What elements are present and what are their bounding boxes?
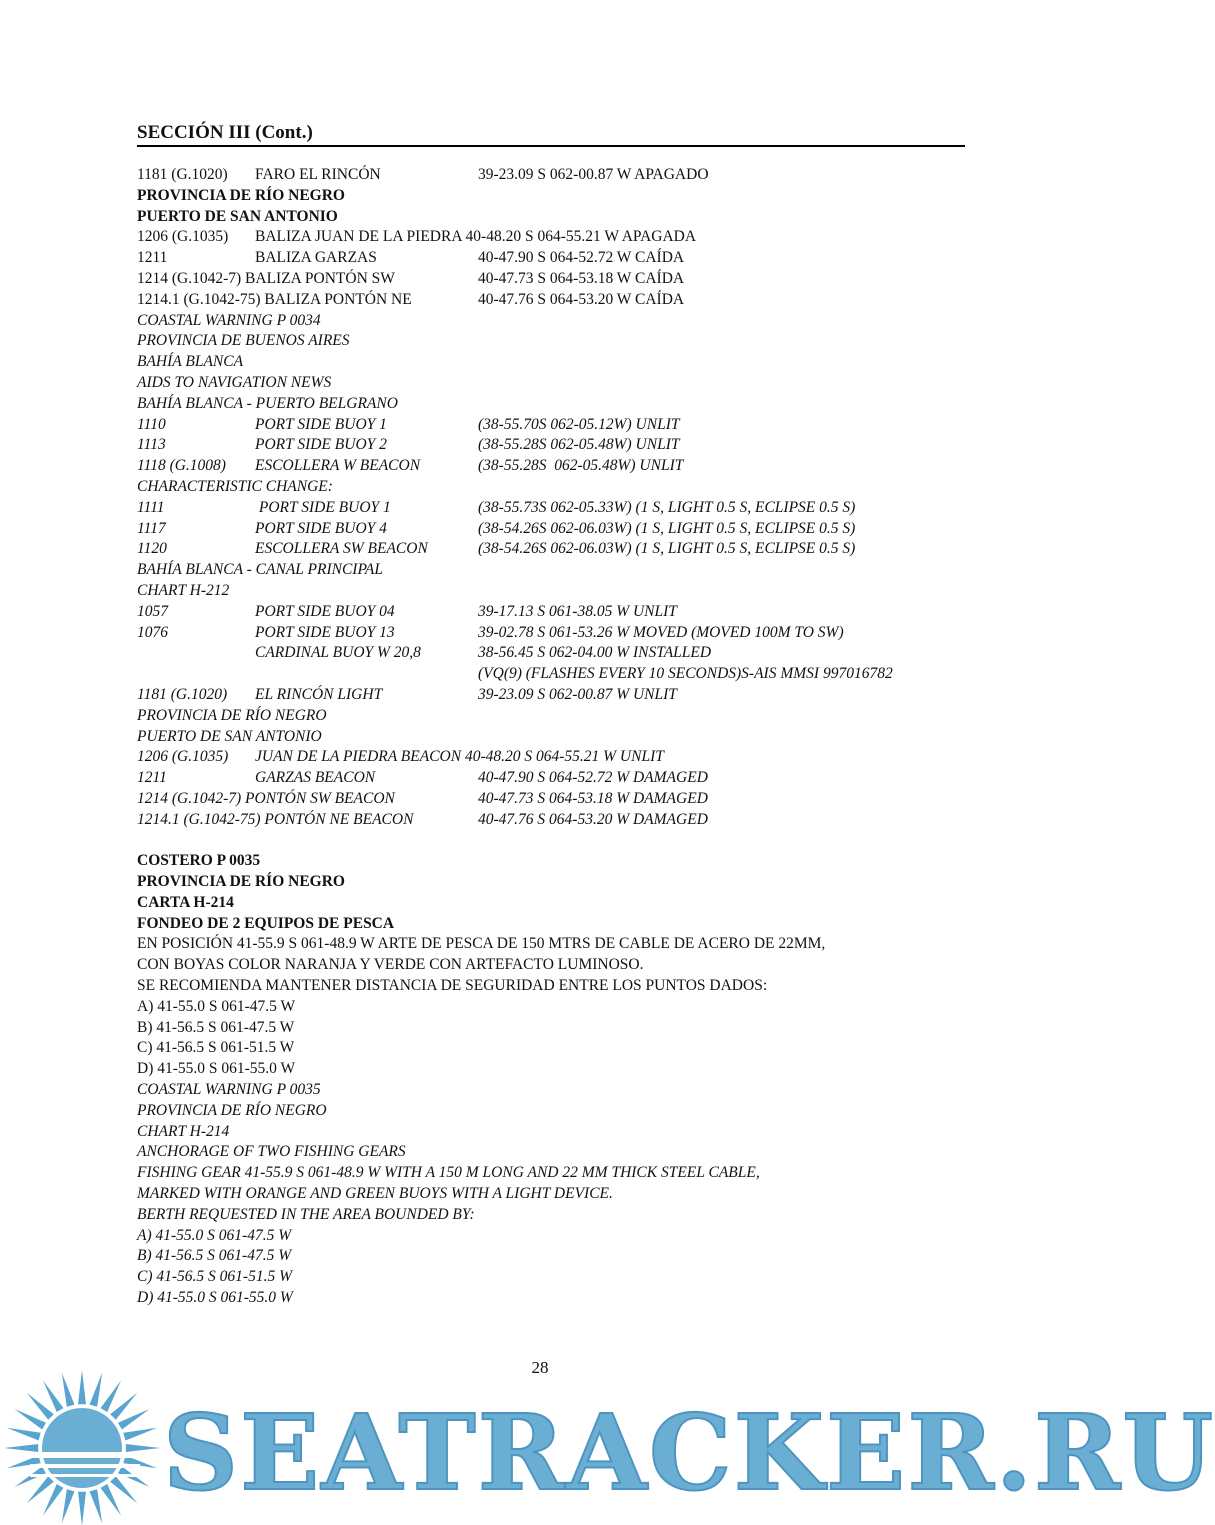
text-line xyxy=(137,1163,937,1184)
line-id: 1214.1 (G.1042-75) PONTÓN NE BEACON xyxy=(137,810,414,828)
line-position: 39-23.09 S 062-00.87 W UNLIT xyxy=(478,685,677,703)
line-position: (38-54.26S 062-06.03W) (1 S, LIGHT 0.5 S, ECLIPSE 0.5 S) xyxy=(478,540,856,558)
text-line xyxy=(137,1101,937,1122)
text-line xyxy=(137,747,937,768)
line-text: PROVINCIA DE RÍO NEGRO xyxy=(137,186,345,204)
text-line xyxy=(137,435,937,456)
line-text: BAHÍA BLANCA - CANAL PRINCIPAL xyxy=(137,561,384,579)
line-text: BERTH REQUESTED IN THE AREA BOUNDED BY: xyxy=(137,1205,475,1223)
line-position: 39-17.13 S 061-38.05 W UNLIT xyxy=(478,602,677,620)
sun-ray xyxy=(110,1393,137,1420)
text-line xyxy=(137,227,937,248)
text-line xyxy=(137,581,937,602)
text-line xyxy=(137,269,937,290)
text-line xyxy=(137,519,937,540)
line-id: 1117 xyxy=(137,519,166,537)
line-text: MARKED WITH ORANGE AND GREEN BUOYS WITH A LIGHT DEVICE. xyxy=(137,1185,613,1203)
line-text: D) 41-55.0 S 061-55.0 W xyxy=(137,1060,296,1078)
line-id: 1214 (G.1042-7) BALIZA PONTÓN SW xyxy=(137,269,395,287)
line-name: GARZAS BEACON xyxy=(255,769,376,787)
line-text: A) 41-55.0 S 061-47.5 W xyxy=(137,997,296,1015)
line-text: SE RECOMIENDA MANTENER DISTANCIA DE SEGURIDAD ENTRE LOS PUNTOS DADOS: xyxy=(137,977,768,995)
line-name: BALIZA GARZAS xyxy=(255,249,377,267)
text-line xyxy=(137,831,937,852)
line-text: BAHÍA BLANCA - PUERTO BELGRANO xyxy=(137,394,398,412)
text-line xyxy=(137,685,937,706)
line-name: CARDINAL BUOY W 20,8 xyxy=(255,644,421,662)
text-line xyxy=(137,290,937,311)
line-name: FARO EL RINCÓN xyxy=(255,166,381,183)
line-text: COASTAL WARNING P 0034 xyxy=(137,311,321,329)
text-line xyxy=(137,955,937,976)
text-line xyxy=(137,373,937,394)
sun-ray xyxy=(43,1484,64,1516)
line-text: PROVINCIA DE BUENOS AIRES xyxy=(137,332,350,350)
line-text: CHART H-212 xyxy=(137,581,230,599)
text-line xyxy=(137,768,937,789)
line-id: 1181 (G.1020) xyxy=(137,685,228,703)
text-line xyxy=(137,1267,937,1288)
text-line xyxy=(137,352,937,373)
text-line xyxy=(137,394,937,415)
text-line xyxy=(137,1142,937,1163)
line-name: EL RINCÓN LIGHT xyxy=(255,685,383,703)
line-text: PROVINCIA DE RÍO NEGRO xyxy=(137,873,345,891)
text-line xyxy=(137,1038,937,1059)
text-line xyxy=(137,1246,937,1267)
text-line xyxy=(137,560,937,581)
sun-ray xyxy=(110,1476,137,1503)
line-name: PORT SIDE BUOY 1 xyxy=(255,415,387,433)
line-position: 39-02.78 S 061-53.26 W MOVED (MOVED 100M TO SW) xyxy=(478,623,844,641)
line-position: (VQ(9) (FLASHES EVERY 10 SECONDS)S-AIS MMSI 997016782 xyxy=(478,665,893,683)
line-position: 40-47.73 S 064-53.18 W CAÍDA xyxy=(478,269,685,287)
line-text: PUERTO DE SAN ANTONIO xyxy=(137,207,338,225)
sun-ray xyxy=(78,1492,86,1525)
line-id: 1076 xyxy=(137,623,168,641)
line-text: B) 41-56.5 S 061-47.5 W xyxy=(137,1247,292,1265)
line-id: 1206 (G.1035) xyxy=(137,228,229,246)
text-line xyxy=(137,456,937,477)
line-position: 38-56.45 S 062-04.00 W INSTALLED xyxy=(478,644,712,662)
line-text: PROVINCIA DE RÍO NEGRO xyxy=(137,1101,327,1119)
sun-ray xyxy=(15,1409,47,1430)
line-id: 1118 (G.1008) xyxy=(137,457,226,475)
text-line xyxy=(137,1122,937,1143)
text-line xyxy=(137,1226,937,1247)
text-line xyxy=(137,1018,937,1039)
line-position: (38-55.28S 062-05.48W) UNLIT xyxy=(478,436,680,454)
text-line xyxy=(137,872,937,893)
line-text: BAHÍA BLANCA xyxy=(137,353,244,371)
sun-ray xyxy=(7,1428,41,1441)
text-line xyxy=(137,623,937,644)
sun-ray xyxy=(118,1409,150,1430)
line-text: CHART H-214 xyxy=(137,1122,230,1140)
line-id: 1110 xyxy=(137,415,166,433)
line-text: FISHING GEAR 41-55.9 S 061-48.9 W WITH A 150 M LONG AND 22 MM THICK STEEL CABLE, xyxy=(137,1164,760,1182)
line-text: CARTA H-214 xyxy=(137,893,234,911)
line-text: ANCHORAGE OF TWO FISHING GEARS xyxy=(137,1143,406,1161)
line-name: PORT SIDE BUOY 2 xyxy=(255,436,387,454)
line-text: PROVINCIA DE RÍO NEGRO xyxy=(137,706,327,724)
line-position: 39-23.09 S 062-00.87 W APAGADO xyxy=(478,166,709,183)
text-line xyxy=(137,706,937,727)
line-id: 1214.1 (G.1042-75) BALIZA PONTÓN NE xyxy=(137,290,412,308)
line-id: 1181 (G.1020) xyxy=(137,166,228,183)
line-id: 1206 (G.1035) xyxy=(137,748,229,766)
page-number: 28 xyxy=(531,1358,549,1377)
line-position: (38-55.73S 062-05.33W) (1 S, LIGHT 0.5 S, ECLIPSE 0.5 S) xyxy=(478,498,856,516)
line-text: B) 41-56.5 S 061-47.5 W xyxy=(137,1018,295,1036)
line-id: 1113 xyxy=(137,436,166,454)
text-line xyxy=(137,976,937,997)
line-position: (38-54.26S 062-06.03W) (1 S, LIGHT 0.5 S, ECLIPSE 0.5 S) xyxy=(478,519,856,537)
line-id: 1214 (G.1042-7) PONTÓN SW BEACON xyxy=(137,789,395,807)
line-text: CHARACTERISTIC CHANGE: xyxy=(137,477,333,495)
line-text: EN POSICIÓN 41-55.9 S 061-48.9 W ARTE DE PESCA DE 150 MTRS DE CABLE DE ACERO DE 22MM, xyxy=(137,935,826,953)
line-text: COSTERO P 0035 xyxy=(137,852,261,870)
sun-ray xyxy=(90,1373,103,1407)
sun-ray xyxy=(62,1373,75,1407)
text-line xyxy=(137,165,937,186)
line-position: 40-47.90 S 064-52.72 W DAMAGED xyxy=(478,769,708,787)
text-line xyxy=(137,1205,937,1226)
line-id: 1120 xyxy=(137,540,167,558)
line-id: 1211 xyxy=(137,769,167,787)
line-id: 1211 xyxy=(137,249,168,267)
line-text: AIDS TO NAVIGATION NEWS xyxy=(137,373,332,391)
notice-body xyxy=(137,165,937,1309)
text-line xyxy=(137,311,937,332)
text-line xyxy=(137,1059,937,1080)
text-line xyxy=(137,331,937,352)
sun-ray xyxy=(4,1444,38,1452)
sun-ray xyxy=(90,1489,103,1523)
line-text: D) 41-55.0 S 061-55.0 W xyxy=(137,1289,293,1307)
line-text: C) 41-56.5 S 061-51.5 W xyxy=(137,1039,295,1057)
text-line xyxy=(137,893,937,914)
line-id: 1057 xyxy=(137,602,168,620)
text-line xyxy=(137,186,937,207)
text-line xyxy=(137,207,937,228)
sun-ray xyxy=(27,1393,54,1420)
line-id: 1111 xyxy=(137,498,165,516)
text-line xyxy=(137,248,937,269)
text-line xyxy=(137,1288,937,1309)
text-line xyxy=(137,727,937,748)
line-position: 40-47.76 S 064-53.20 W DAMAGED xyxy=(478,810,708,828)
line-position: (38-55.70S 062-05.12W) UNLIT xyxy=(478,415,680,433)
sun-logo-icon xyxy=(0,1368,170,1525)
line-name: BALIZA JUAN DE LA PIEDRA 40-48.20 S 064-55.21 W APAGADA xyxy=(255,228,697,246)
text-line xyxy=(137,539,937,560)
line-position: (38-55.28S 062-05.48W) UNLIT xyxy=(478,457,684,475)
line-text: CON BOYAS COLOR NARANJA Y VERDE CON ARTEFACTO LUMINOSO. xyxy=(137,956,644,974)
section-heading: SECCIÓN III (Cont.) xyxy=(137,122,965,147)
sun-ray xyxy=(78,1370,86,1404)
text-line xyxy=(137,789,937,810)
line-name: PORT SIDE BUOY 4 xyxy=(255,519,387,537)
text-line xyxy=(137,851,937,872)
sun-ray xyxy=(101,1381,122,1413)
text-line xyxy=(137,934,937,955)
sun-ray xyxy=(27,1476,54,1503)
line-position: 40-47.73 S 064-53.18 W DAMAGED xyxy=(478,789,708,807)
text-line xyxy=(137,498,937,519)
line-text: C) 41-56.5 S 061-51.5 W xyxy=(137,1268,292,1286)
line-text: COASTAL WARNING P 0035 xyxy=(137,1081,321,1099)
line-name: PORT SIDE BUOY 13 xyxy=(255,623,395,641)
text-line xyxy=(137,810,937,831)
line-text: A) 41-55.0 S 061-47.5 W xyxy=(137,1226,292,1244)
line-name: JUAN DE LA PIEDRA BEACON 40-48.20 S 064-55.21 W UNLIT xyxy=(255,748,664,766)
sun-ray xyxy=(126,1444,160,1452)
text-line xyxy=(137,415,937,436)
sun-ray xyxy=(62,1489,75,1523)
line-text: FONDEO DE 2 EQUIPOS DE PESCA xyxy=(137,914,395,932)
text-line xyxy=(137,1184,937,1205)
text-line xyxy=(137,664,937,685)
sun-ray xyxy=(101,1484,122,1516)
line-name: ESCOLLERA SW BEACON xyxy=(255,540,428,558)
watermark-logo-text: SEATRACKER.RU xyxy=(163,1391,1215,1514)
text-line xyxy=(137,602,937,623)
text-line xyxy=(137,477,937,498)
line-text: PUERTO DE SAN ANTONIO xyxy=(137,727,322,745)
line-name: ESCOLLERA W BEACON xyxy=(255,457,421,475)
line-position: 40-47.90 S 064-52.72 W CAÍDA xyxy=(478,249,685,267)
line-position: 40-47.76 S 064-53.20 W CAÍDA xyxy=(478,290,685,308)
text-line xyxy=(137,997,937,1018)
text-line xyxy=(137,643,937,664)
text-line xyxy=(137,1080,937,1101)
line-name: PORT SIDE BUOY 04 xyxy=(255,602,395,620)
sun-ray xyxy=(123,1428,157,1441)
text-line xyxy=(137,914,937,935)
sun-ray xyxy=(43,1381,64,1413)
line-name: PORT SIDE BUOY 1 xyxy=(255,498,391,516)
